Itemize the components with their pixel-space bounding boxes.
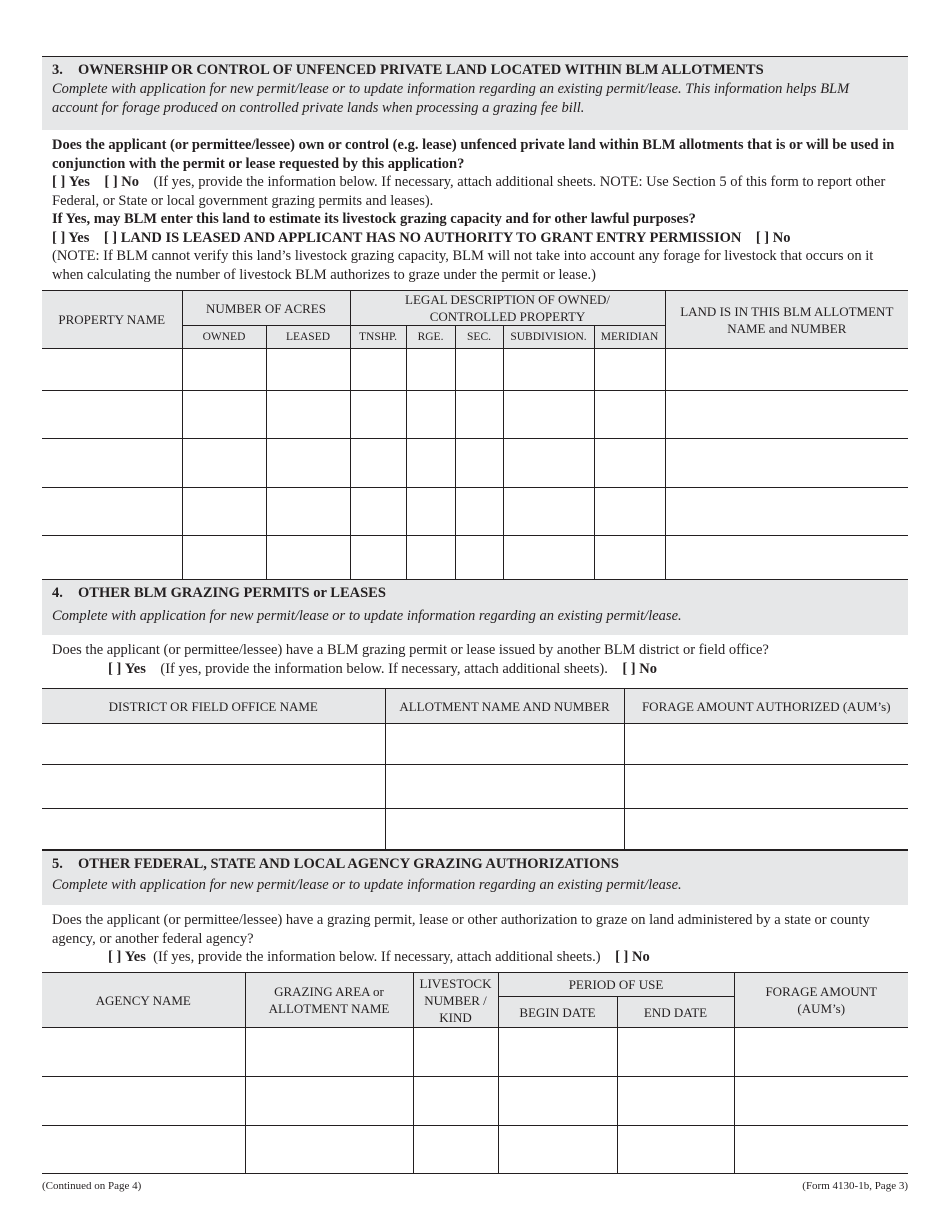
col-number-of-acres: NUMBER OF ACRES (182, 291, 350, 326)
other-blm-permits-table (42, 688, 908, 850)
q1-note: (If yes, provide the information below. If necessary, attach additional sheets. NOTE: Use Section 5 of this form to report other Federal, or State or local government grazing permits and leases). (52, 174, 886, 209)
q1-yes-checkbox[interactable]: [ ] (52, 174, 66, 190)
s5-yes-checkbox[interactable]: [ ] (108, 949, 122, 965)
section-3-body (42, 136, 908, 284)
section-5-header (42, 850, 908, 905)
s4-yes-checkbox[interactable]: [ ] (108, 660, 122, 677)
s4-no-checkbox[interactable]: [ ] (622, 660, 636, 677)
col-allotment-name: ALLOTMENT NAME AND NUMBER (385, 689, 624, 724)
q2-yes-checkbox[interactable]: [ ] (52, 229, 66, 246)
footer-form-page: (Form 4130-1b, Page 3) (802, 1180, 908, 1192)
col-begin-date: BEGIN DATE (498, 997, 617, 1028)
q1-yes-label: Yes (68, 174, 90, 190)
table-row (42, 809, 908, 850)
section-3-q2-note: (NOTE: If BLM cannot verify this land’s livestock grazing capacity, BLM will not take into account any forage for livestock that occurs on it when calculating the number of livestock BLM authorizes to graze under the permit or lease.) (52, 248, 874, 283)
col-forage-authorized: FORAGE AMOUNT AUTHORIZED (AUM’s) (624, 689, 908, 724)
footer-continued: (Continued on Page 4) (42, 1180, 142, 1192)
q2-no-label: No (772, 229, 791, 246)
col-leased: LEASED (266, 326, 350, 349)
table-row (42, 536, 908, 580)
section-5-title: 5. OTHER FEDERAL, STATE AND LOCAL AGENCY GRAZING AUTHORIZATIONS (52, 856, 619, 872)
col-meridian: MERIDIAN (594, 326, 665, 349)
col-end-date: END DATE (617, 997, 734, 1028)
section-4-header (42, 579, 908, 635)
col-subdivision: SUBDIVISION. (503, 326, 594, 349)
table-row (42, 391, 908, 439)
section-5-instructions: Complete with application for new permit/lease or to update information regarding an existing permit/lease. (52, 877, 682, 893)
section-3-question-1: Does the applicant (or permittee/lessee) own or control (e.g. lease) unfenced private land within BLM allotments that is or will be used in conjunction with the permit or lease requested by this application? (52, 137, 895, 172)
table-row (42, 765, 908, 809)
col-property-name: PROPERTY NAME (42, 291, 182, 349)
section-3-header (42, 56, 908, 130)
section-3-title: 3. OWNERSHIP OR CONTROL OF UNFENCED PRIVATE LAND LOCATED WITHIN BLM ALLOTMENTS (52, 62, 764, 78)
section-4-title: 4. OTHER BLM GRAZING PERMITS or LEASES (52, 585, 386, 601)
s4-no-label: No (639, 660, 657, 677)
s4-note: (If yes, provide the information below. If necessary, attach additional sheets). (160, 660, 608, 677)
table-row (42, 1126, 908, 1174)
section-4-question: Does the applicant (or permittee/lessee) have a BLM grazing permit or lease issued by another BLM district or field office? (52, 642, 769, 658)
section-3-question-2: If Yes, may BLM enter this land to estimate its livestock grazing capacity and for other lawful purposes? (52, 211, 696, 227)
col-livestock: LIVESTOCK NUMBER / KIND (413, 973, 498, 1028)
q1-no-checkbox[interactable]: [ ] (104, 174, 118, 190)
s5-no-label: No (632, 949, 650, 965)
col-district: DISTRICT OR FIELD OFFICE NAME (42, 689, 385, 724)
s5-no-checkbox[interactable]: [ ] (615, 949, 629, 965)
table-row (42, 488, 908, 536)
col-sec: SEC. (455, 326, 503, 349)
col-grazing-area: GRAZING AREA or ALLOTMENT NAME (245, 973, 413, 1028)
col-owned: OWNED (182, 326, 266, 349)
q2-no-checkbox[interactable]: [ ] (755, 229, 770, 246)
col-period-of-use: PERIOD OF USE (498, 973, 734, 997)
col-tnshp: TNSHP. (350, 326, 406, 349)
section-5-question: Does the applicant (or permittee/lessee) have a grazing permit, lease or other authorization to graze on land administered by a state or county agency, or another federal agency? (52, 912, 870, 947)
q2-leased-label: LAND IS LEASED AND APPLICANT HAS NO AUTHORITY TO GRANT ENTRY PERMISSION (120, 229, 742, 246)
agency-authorizations-table (42, 972, 908, 1174)
table-row (42, 1028, 908, 1077)
s4-yes-label: Yes (124, 660, 146, 677)
section-3-instructions: Complete with application for new permit/lease or to update information regarding an existing permit/lease. This information helps BLM account for forage produced on controlled private lands when processing a grazing fee bill. (52, 81, 850, 116)
section-5-body (42, 911, 908, 967)
q1-no-label: No (121, 174, 140, 190)
s5-note: (If yes, provide the information below. If necessary, attach additional sheets.) (153, 949, 601, 965)
table-row (42, 1077, 908, 1126)
col-legal-description: LEGAL DESCRIPTION OF OWNED/ CONTROLLED PROPERTY (350, 291, 665, 326)
section-3-q1-answer (52, 173, 898, 210)
s5-yes-label: Yes (124, 949, 146, 965)
section-4-instructions: Complete with application for new permit/lease or to update information regarding an existing permit/lease. (52, 608, 682, 624)
q2-yes-label: Yes (68, 229, 90, 246)
section-4-body (42, 641, 908, 678)
section-4-answer (52, 660, 898, 679)
col-allotment: LAND IS IN THIS BLM ALLOTMENT NAME and NUMBER (665, 291, 908, 349)
table-row (42, 439, 908, 488)
table-row (42, 349, 908, 391)
col-rge: RGE. (406, 326, 455, 349)
section-5-answer (52, 948, 898, 967)
col-forage-amount: FORAGE AMOUNT (AUM’s) (734, 973, 908, 1028)
col-agency-name: AGENCY NAME (42, 973, 245, 1028)
private-land-table (42, 290, 908, 580)
q2-leased-checkbox[interactable]: [ ] (103, 229, 118, 246)
section-3-q2-answer (52, 229, 898, 248)
table-row (42, 724, 908, 765)
